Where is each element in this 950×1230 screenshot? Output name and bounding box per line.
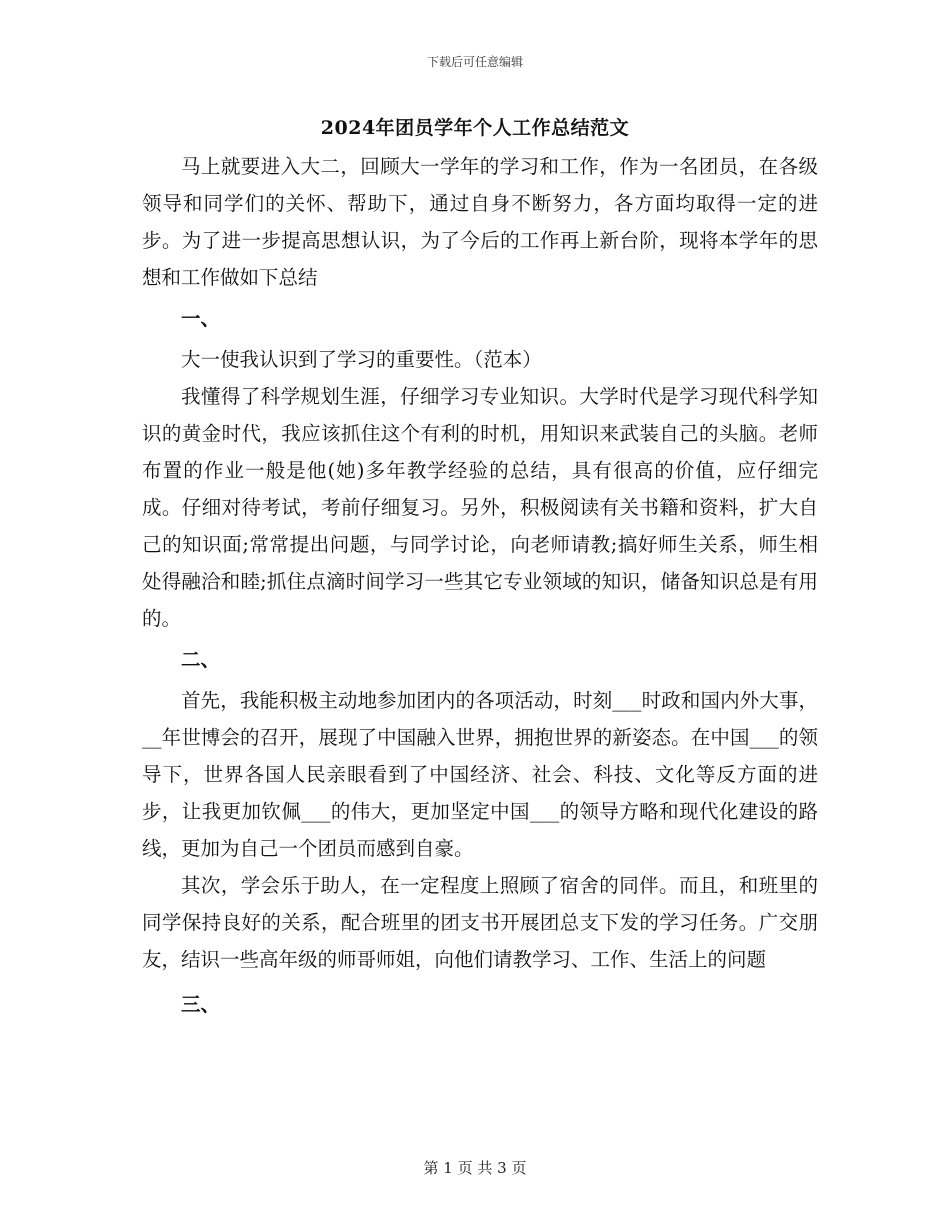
page-footer: 第 1 页 共 3 页 <box>423 1159 527 1177</box>
section-3-heading: 三、 <box>181 993 221 1016</box>
section-2-paragraph-2: 其次，学会乐于助人，在一定程度上照顾了宿舍的同伴。而且，和班里的同学保持良好的关系，配合班里的团支书开展团总支下发的学习任务。广交朋友，结识一些高年级的师哥师姐，向他们请教学习、工作、生活上的问题 <box>142 874 818 971</box>
header-note: 下载后可任意编辑 <box>426 55 523 69</box>
section-1-paragraph: 我懂得了科学规划生涯，仔细学习专业知识。大学时代是学习现代科学知识的黄金时代，我应该抓住这个有利的时机，用知识来武装自己的头脑。老师布置的作业一般是他(她)多年教学经验的总结，具有很高的价值，应仔细完成。仔细对待考试，考前仔细复习。另外，积极阅读有关书籍和资料，扩大自己的知识面;常常提出问题，与同学讨论，向老师请教;搞好师生关系，师生相处得融洽和睦;抓住点滴时间学习一些其它专业领域的知识，储备知识总是有用的。 <box>142 385 818 630</box>
document-title: 2024年团员学年个人工作总结范文 <box>320 117 630 139</box>
section-2-paragraph-1: 首先，我能积极主动地参加团内的各项活动，时刻___时政和国内外大事，__年世博会的召开，展现了中国融入世界，拥抱世界的新姿态。在中国___的领导下，世界各国人民亲眼看到了中国经济、社会、科技、文化等反方面的进步，让我更加钦佩___的伟大，更加坚定中国___的领导方略和现代化建设的路线，更加为自己一个团员而感到自豪。 <box>142 689 818 860</box>
document-body <box>142 148 818 1027</box>
section-1-subheading: 大一使我认识到了学习的重要性。（范本） <box>181 348 542 371</box>
intro-paragraph: 马上就要进入大二，回顾大一学年的学习和工作，作为一名团员，在各级领导和同学们的关怀、帮助下，通过自身不断努力，各方面均取得一定的进步。为了进一步提高思想认识，为了今后的工作再上新台阶，现将本学年的思想和工作做如下总结 <box>142 155 818 289</box>
section-2-heading: 二、 <box>181 648 221 671</box>
section-1-heading: 一、 <box>181 307 221 330</box>
